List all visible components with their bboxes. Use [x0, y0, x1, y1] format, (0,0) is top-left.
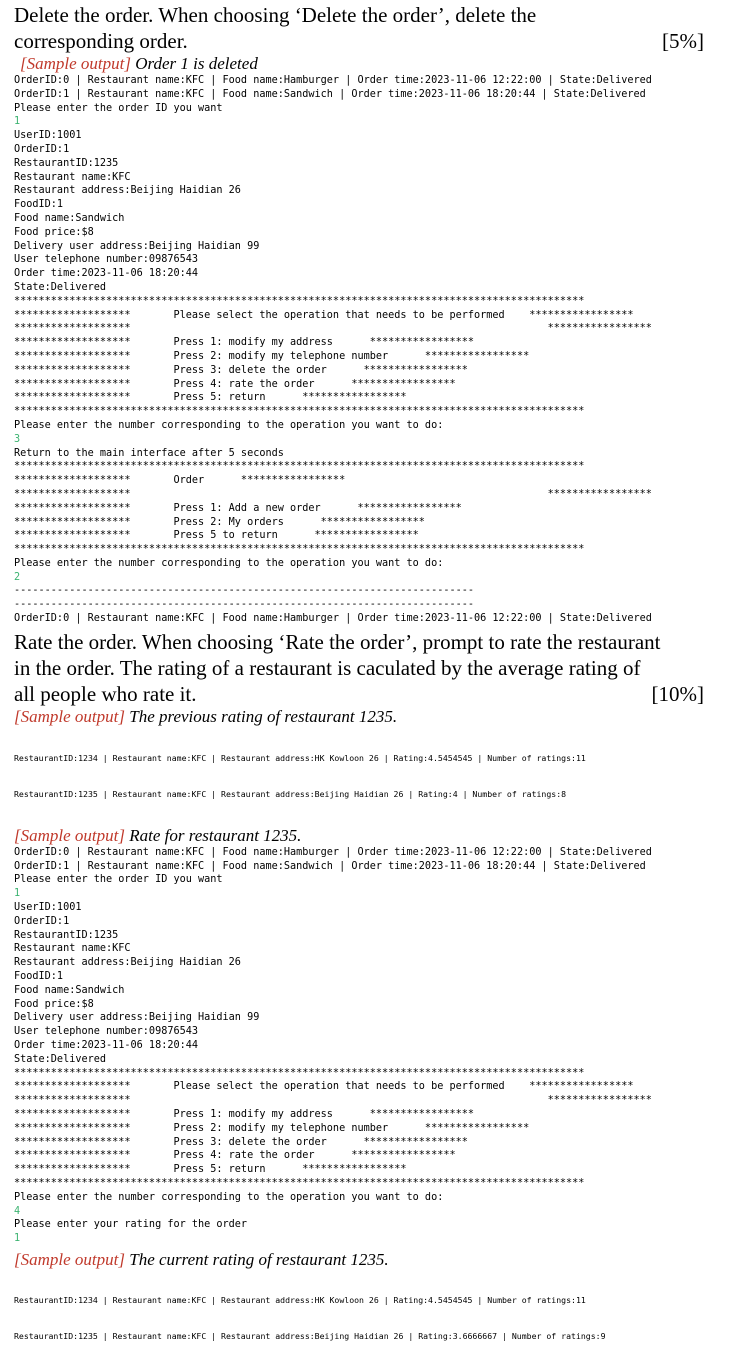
console-line: Please enter the number corresponding to the operation you want to do: — [14, 419, 444, 431]
console-line: OrderID:1 — [14, 143, 70, 155]
sample-caption: [Sample output] The previous rating of restaurant 1235. — [14, 706, 398, 726]
paragraph-line-with-points: corresponding order. [5%] — [14, 29, 704, 53]
rating-row: RestaurantID:1234 | Restaurant name:KFC | Restaurant address:HK Kowloon 26 | Rating:4.5454545 | Number of ratings:11 — [14, 752, 586, 763]
console-line: ******************* Press 2: modify my telephone number ***************** — [14, 1122, 530, 1134]
console-line: ******************* Press 3: delete the order ***************** — [14, 1136, 468, 1148]
delete-order-section — [14, 2, 704, 626]
console-input-line: 2 — [14, 571, 21, 583]
sample-caption: [Sample output] The current rating of restaurant 1235. — [14, 1249, 389, 1269]
console-line: Restaurant address:Beijing Haidian 26 — [14, 957, 241, 969]
console-line: Restaurant name:KFC — [14, 943, 131, 955]
console-line: Please enter the order ID you want — [14, 102, 223, 114]
console-line: State:Delivered — [14, 281, 107, 293]
console-input-line: 1 — [14, 116, 21, 128]
task-paragraph — [14, 2, 704, 54]
paragraph-line-with-points: all people who rate it. [10%] — [14, 681, 704, 706]
console-line: UserID:1001 — [14, 902, 82, 914]
console-line: --------------------------------------------------------------------------- — [14, 585, 475, 597]
points-label: [10%] — [651, 681, 704, 706]
console-line: ******************* ***************** — [14, 488, 652, 500]
console-line: User telephone number:09876543 — [14, 254, 199, 266]
console-line: ******************* ***************** — [14, 1095, 652, 1107]
console-line: Order time:2023-11-06 18:20:44 — [14, 1040, 199, 1052]
console-line: ******************* Press 3: delete the order ***************** — [14, 364, 468, 376]
console-line: OrderID:0 | Restaurant name:KFC | Food name:Hamburger | Order time:2023-11-06 12:22:00 | State:Delivered — [14, 846, 652, 858]
task-paragraph: Rate the order. When choosing ‘Rate the order’, prompt to rate the restaurant in the order. The rating of a restaurant is caculated by the average rating of all people who rate it. [10%] — [14, 629, 704, 706]
console-line: Restaurant address:Beijing Haidian 26 — [14, 185, 241, 197]
console-line: Food name:Sandwich — [14, 212, 125, 224]
rating-row: RestaurantID:1234 | Restaurant name:KFC | Restaurant address:HK Kowloon 26 | Rating:4.5454545 | Number of ratings:11 — [14, 1294, 586, 1305]
paragraph-line: Delete the order. When choosing ‘Delete the order’, delete the — [14, 3, 537, 27]
console-line: Food name:Sandwich — [14, 984, 125, 996]
rating-row: RestaurantID:1235 | Restaurant name:KFC | Restaurant address:Beijing Haidian 26 | Rating:4 | Number of ratings:8 — [14, 788, 567, 799]
console-output — [14, 846, 704, 1246]
console-line: Food price:$8 — [14, 226, 94, 238]
sample-tag: [Sample output] — [14, 706, 125, 726]
console-line: Please enter the number corresponding to the operation you want to do: — [14, 1191, 444, 1203]
console-input-line: 1 — [14, 888, 21, 900]
console-line: OrderID:1 — [14, 915, 70, 927]
console-line: ******************* Press 2: My orders ***************** — [14, 516, 425, 528]
console-line: OrderID:1 | Restaurant name:KFC | Food name:Sandwich | Order time:2023-11-06 18:20:44 | State:Delivered — [14, 88, 646, 100]
console-line: ********************************************************************************************* — [14, 1067, 585, 1079]
console-line: Restaurant name:KFC — [14, 171, 131, 183]
console-line: Please enter the number corresponding to the operation you want to do: — [14, 557, 444, 569]
sample-tag: [Sample output] — [14, 825, 125, 845]
console-line: ********************************************************************************************* — [14, 295, 585, 307]
console-line: User telephone number:09876543 — [14, 1026, 199, 1038]
console-line: Please enter the order ID you want — [14, 874, 223, 886]
rating-row: RestaurantID:1235 | Restaurant name:KFC | Restaurant address:Beijing Haidian 26 | Rating:3.6666667 | Number of ratings:9 — [14, 1330, 606, 1341]
sample-caption: [Sample output] Rate for restaurant 1235. — [14, 825, 302, 845]
console-input-line: 3 — [14, 433, 21, 445]
sample-tag: [Sample output] — [20, 54, 131, 73]
console-line: ******************* Press 1: Add a new order ***************** — [14, 502, 462, 514]
console-line: RestaurantID:1235 — [14, 157, 119, 169]
console-line: ******************* Press 5 to return ***************** — [14, 530, 419, 542]
console-line: ******************* Press 5: return ***************** — [14, 392, 407, 404]
console-line: ********************************************************************************************* — [14, 544, 585, 556]
ratings-after — [14, 1270, 704, 1366]
console-line: Order time:2023-11-06 18:20:44 — [14, 268, 199, 280]
console-line: ********************************************************************************************* — [14, 406, 585, 418]
console-line: ******************* Press 4: rate the order ***************** — [14, 378, 456, 390]
console-line: Return to the main interface after 5 seconds — [14, 447, 284, 459]
console-line: UserID:1001 — [14, 130, 82, 142]
console-input-line: 1 — [14, 1233, 21, 1245]
console-line: OrderID:0 | Restaurant name:KFC | Food name:Hamburger | Order time:2023-11-06 12:22:00 | State:Delivered — [14, 75, 652, 86]
console-line: Food price:$8 — [14, 998, 94, 1010]
console-line: ******************* Press 4: rate the order ***************** — [14, 1150, 456, 1162]
console-line: Delivery user address:Beijing Haidian 99 — [14, 240, 260, 252]
console-line: ********************************************************************************************* — [14, 1178, 585, 1189]
console-line: FoodID:1 — [14, 199, 64, 211]
console-line: ******************* Press 2: modify my telephone number ***************** — [14, 350, 530, 362]
ratings-before — [14, 728, 704, 824]
console-line: ******************* Press 1: modify my address ***************** — [14, 1109, 475, 1121]
console-line: ******************* Order ***************** — [14, 475, 346, 487]
console-line: ******************* ***************** — [14, 323, 652, 335]
rate-order-section — [14, 629, 704, 1366]
sample-tag: [Sample output] — [14, 1249, 125, 1269]
console-line: --------------------------------------------------------------------------- — [14, 599, 475, 611]
console-line: ******************* Press 1: modify my address ***************** — [14, 337, 475, 349]
console-line: Delivery user address:Beijing Haidian 99 — [14, 1012, 260, 1024]
console-output — [14, 74, 704, 626]
console-line: ********************************************************************************************* — [14, 461, 585, 473]
console-line: ******************* Please select the operation that needs to be performed ***************** — [14, 309, 634, 321]
console-line: Please enter your rating for the order — [14, 1219, 248, 1231]
document-page — [14, 0, 704, 1366]
console-line: ******************* Press 5: return ***************** — [14, 1164, 407, 1176]
sample-caption: [Sample output] Order 1 is deleted — [20, 54, 258, 73]
console-line: ******************* Please select the operation that needs to be performed ***************** — [14, 1081, 634, 1093]
console-line: State:Delivered — [14, 1053, 107, 1065]
points-label: [5%] — [662, 29, 704, 53]
console-line: OrderID:1 | Restaurant name:KFC | Food name:Sandwich | Order time:2023-11-06 18:20:44 | State:Delivered — [14, 860, 646, 872]
console-line: OrderID:0 | Restaurant name:KFC | Food name:Hamburger | Order time:2023-11-06 12:22:00 | State:Delivered — [14, 613, 652, 625]
console-input-line: 4 — [14, 1205, 21, 1217]
console-line: RestaurantID:1235 — [14, 929, 119, 941]
console-line: FoodID:1 — [14, 971, 64, 983]
